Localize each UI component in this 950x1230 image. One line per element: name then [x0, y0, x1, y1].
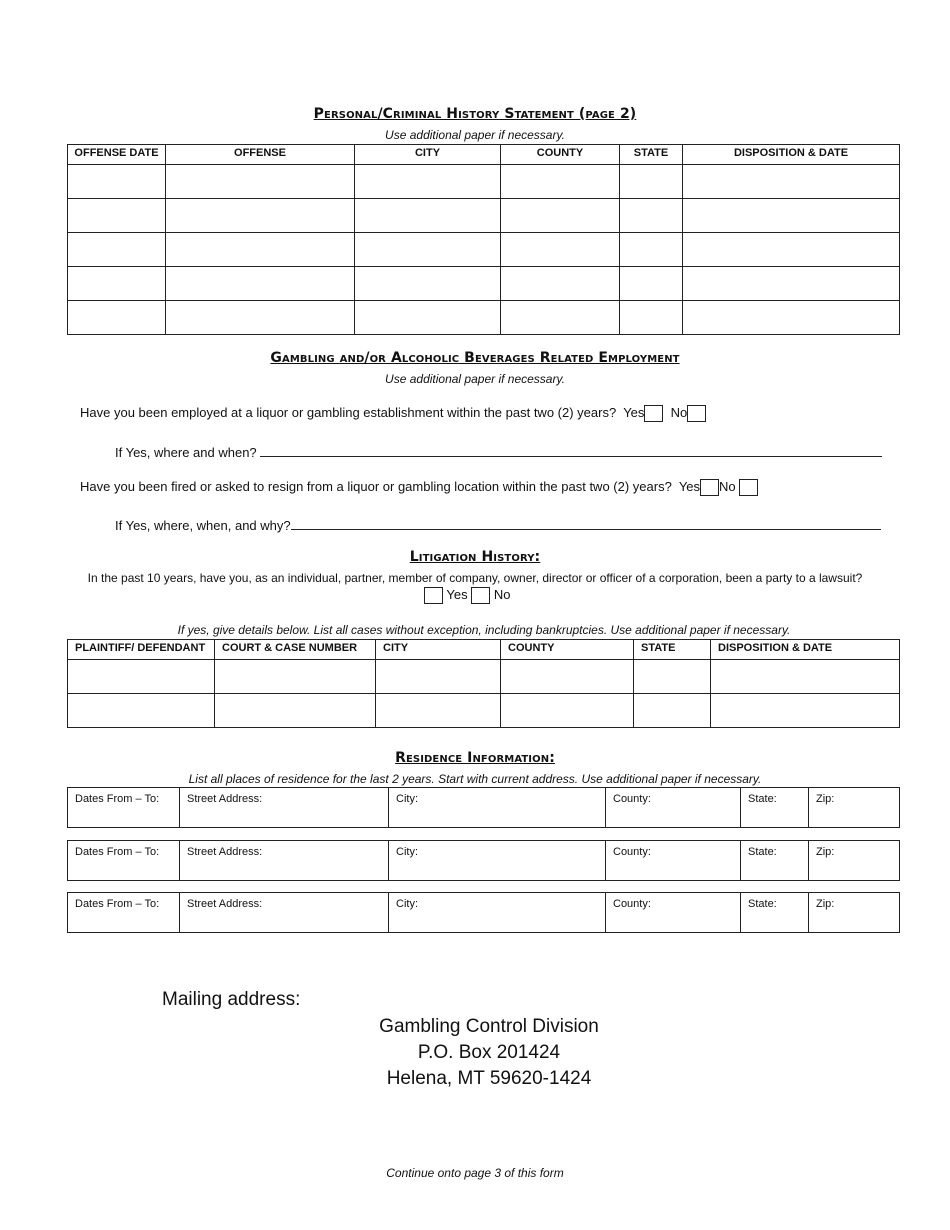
- page-footer: Continue onto page 3 of this form: [386, 1166, 564, 1180]
- fired-followup-label: If Yes, where, when, and why?: [115, 518, 291, 533]
- table-cell[interactable]: [68, 694, 215, 728]
- fired-no-label: No: [719, 479, 736, 494]
- fired-question-text: Have you been fired or asked to resign from a liquor or gambling location within the past two (2) years?: [80, 479, 672, 494]
- litigation-no-checkbox[interactable]: [471, 587, 490, 604]
- table-cell[interactable]: [166, 233, 355, 267]
- table-cell[interactable]: [501, 267, 620, 301]
- dates-from-to-field[interactable]: Dates From – To:: [68, 841, 180, 881]
- table-cell[interactable]: [683, 233, 900, 267]
- table-cell[interactable]: [711, 660, 900, 694]
- city-field[interactable]: City:: [389, 893, 606, 933]
- fired-followup: [115, 516, 881, 533]
- table-row[interactable]: [68, 267, 900, 301]
- table-cell[interactable]: [683, 199, 900, 233]
- table-row[interactable]: [68, 660, 900, 694]
- table-cell[interactable]: [166, 267, 355, 301]
- table-cell[interactable]: [620, 199, 683, 233]
- street-address-field[interactable]: Street Address:: [180, 841, 389, 881]
- litigation-yes-checkbox[interactable]: [424, 587, 443, 604]
- criminal-history-note: Use additional paper if necessary.: [385, 128, 565, 142]
- table-cell[interactable]: [68, 267, 166, 301]
- table-cell[interactable]: [501, 694, 634, 728]
- table-cell[interactable]: [501, 660, 634, 694]
- column-header-county: COUNTY: [501, 640, 634, 660]
- criminal-history-table: [67, 144, 900, 335]
- county-field[interactable]: County:: [606, 788, 741, 828]
- table-cell[interactable]: [501, 301, 620, 335]
- table-cell[interactable]: [683, 301, 900, 335]
- dates-from-to-field[interactable]: Dates From – To:: [68, 893, 180, 933]
- table-cell[interactable]: [166, 199, 355, 233]
- litigation-history-title: Litigation History:: [409, 549, 541, 565]
- fired-followup-line[interactable]: [291, 516, 881, 530]
- table-cell[interactable]: [501, 165, 620, 199]
- table-cell[interactable]: [634, 694, 711, 728]
- column-header-offense-date: OFFENSE DATE: [68, 145, 166, 165]
- state-field[interactable]: State:: [741, 788, 809, 828]
- table-header-row: [68, 145, 900, 165]
- zip-field[interactable]: Zip:: [809, 893, 900, 933]
- litigation-yes-label: Yes: [446, 587, 468, 602]
- mailing-address-line-1: Gambling Control Division: [379, 1016, 599, 1037]
- table-cell[interactable]: [711, 694, 900, 728]
- county-field[interactable]: County:: [606, 893, 741, 933]
- fired-question: [80, 479, 758, 496]
- table-cell[interactable]: [501, 199, 620, 233]
- table-row[interactable]: [68, 199, 900, 233]
- table-cell[interactable]: [355, 165, 501, 199]
- mailing-address-line-3: Helena, MT 59620-1424: [386, 1068, 592, 1089]
- table-cell[interactable]: [376, 694, 501, 728]
- residence-row-1[interactable]: [67, 787, 900, 828]
- column-header-city: CITY: [355, 145, 501, 165]
- table-cell[interactable]: [634, 660, 711, 694]
- employment-question-text: Have you been employed at a liquor or gambling establishment within the past two (2) years?: [80, 405, 617, 420]
- table-row[interactable]: [68, 694, 900, 728]
- table-header-row: [68, 640, 900, 660]
- table-cell[interactable]: [68, 301, 166, 335]
- zip-field[interactable]: Zip:: [809, 841, 900, 881]
- column-header-state: STATE: [620, 145, 683, 165]
- dates-from-to-field[interactable]: Dates From – To:: [68, 788, 180, 828]
- city-field[interactable]: City:: [389, 788, 606, 828]
- table-cell[interactable]: [355, 301, 501, 335]
- table-row[interactable]: [68, 165, 900, 199]
- table-cell[interactable]: [355, 199, 501, 233]
- city-field[interactable]: City:: [389, 841, 606, 881]
- state-field[interactable]: State:: [741, 893, 809, 933]
- table-cell[interactable]: [68, 165, 166, 199]
- table-cell[interactable]: [683, 165, 900, 199]
- employment-question: [80, 405, 706, 422]
- gambling-employment-note: Use additional paper if necessary.: [385, 372, 565, 386]
- state-field[interactable]: State:: [741, 841, 809, 881]
- county-field[interactable]: County:: [606, 841, 741, 881]
- table-cell[interactable]: [376, 660, 501, 694]
- employment-followup-label: If Yes, where and when?: [115, 445, 257, 460]
- litigation-note: If yes, give details below. List all cases without exception, including bankruptcies. Use additional paper if necessary.: [177, 623, 791, 637]
- table-cell[interactable]: [166, 301, 355, 335]
- column-header-city: CITY: [376, 640, 501, 660]
- fired-yes-checkbox[interactable]: [700, 479, 719, 496]
- street-address-field[interactable]: Street Address:: [180, 893, 389, 933]
- employment-no-checkbox[interactable]: [687, 405, 706, 422]
- residence-note: List all places of residence for the last 2 years. Start with current address. Use additional paper if necessary.: [188, 772, 762, 786]
- mailing-address-line-2: P.O. Box 201424: [417, 1042, 561, 1063]
- column-header-offense: OFFENSE: [166, 145, 355, 165]
- mailing-address-block: [339, 1014, 639, 1092]
- employment-yes-checkbox[interactable]: [644, 405, 663, 422]
- table-cell[interactable]: [355, 267, 501, 301]
- table-cell[interactable]: [68, 660, 215, 694]
- table-row[interactable]: [68, 301, 900, 335]
- table-cell[interactable]: [215, 694, 376, 728]
- column-header-disposition-date: DISPOSITION & DATE: [683, 145, 900, 165]
- street-address-field[interactable]: Street Address:: [180, 788, 389, 828]
- residence-information-title: Residence Information:: [395, 750, 555, 766]
- table-cell[interactable]: [166, 165, 355, 199]
- table-cell[interactable]: [683, 267, 900, 301]
- fired-no-checkbox[interactable]: [739, 479, 758, 496]
- residence-row-2[interactable]: [67, 840, 900, 881]
- column-header-plaintiff-defendant: PLAINTIFF/ DEFENDANT: [68, 640, 215, 660]
- column-header-disposition-date: DISPOSITION & DATE: [711, 640, 900, 660]
- employment-followup-line[interactable]: [260, 443, 882, 457]
- employment-followup: [115, 443, 882, 460]
- employment-no-label: No: [670, 405, 688, 420]
- litigation-table: [67, 639, 900, 728]
- table-cell[interactable]: [68, 199, 166, 233]
- table-cell[interactable]: [620, 165, 683, 199]
- table-cell[interactable]: [215, 660, 376, 694]
- table-cell[interactable]: [620, 267, 683, 301]
- table-row[interactable]: [68, 233, 900, 267]
- table-cell[interactable]: [620, 301, 683, 335]
- gambling-employment-title: Gambling and/or Alcoholic Beverages Related Employment: [270, 350, 680, 366]
- zip-field[interactable]: Zip:: [809, 788, 900, 828]
- employment-yes-label: Yes: [623, 405, 645, 420]
- fired-yes-label: Yes: [678, 479, 701, 494]
- table-cell[interactable]: [355, 233, 501, 267]
- residence-row-3[interactable]: [67, 892, 900, 933]
- mailing-address-label: Mailing address:: [162, 989, 301, 1010]
- table-cell[interactable]: [620, 233, 683, 267]
- criminal-history-title: Personal/Criminal History Statement (page 2): [313, 106, 637, 122]
- table-cell[interactable]: [68, 233, 166, 267]
- column-header-court-case-number: COURT & CASE NUMBER: [215, 640, 376, 660]
- litigation-question: In the past 10 years, have you, as an individual, partner, member of company, owner, director or officer of a corporation, been a party to a lawsuit?: [87, 571, 863, 585]
- column-header-county: COUNTY: [501, 145, 620, 165]
- column-header-state: STATE: [634, 640, 711, 660]
- litigation-answer: [424, 587, 510, 604]
- litigation-no-label: No: [493, 587, 511, 602]
- table-cell[interactable]: [501, 233, 620, 267]
